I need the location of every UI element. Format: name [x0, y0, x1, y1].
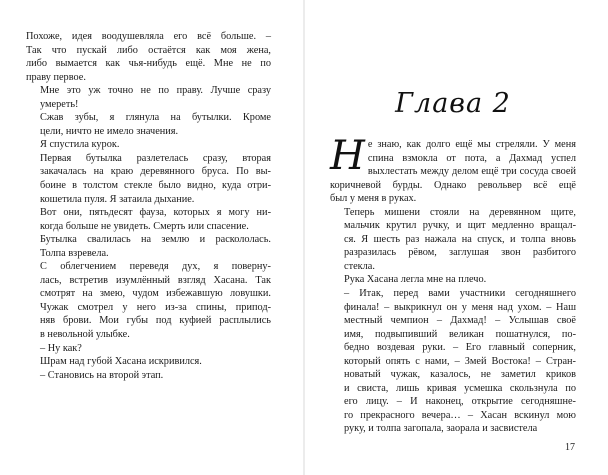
text-line: няв брови. Мои губы под куфией расплылись: [40, 315, 271, 327]
text-line: Так что пускай либо остаётся как моя жена,: [26, 44, 271, 56]
text-line: бедно воздевая руки. – Его главный соперник,: [344, 342, 576, 354]
text-line: го прекрасного вечера… – Хасан вскинул мою: [344, 409, 576, 421]
text-line: – Становись на второй этап.: [40, 369, 164, 381]
text-line: кошетила пуля. Я затаила дыхание.: [40, 193, 195, 205]
text-line: праву первое.: [26, 71, 86, 83]
right-page-text: [330, 133, 576, 436]
text-line: лась, встретив изумлённый взгляд Хасана. Так: [40, 274, 271, 286]
text-line: цели, ничто не имело значения.: [40, 125, 179, 137]
text-line: местный чемпион – Дахмад! – Услышав своё: [344, 315, 576, 327]
text-line: Я спустила курок.: [40, 139, 120, 151]
text-line: мальчик крутил ручку, и щит медленно вращал-: [344, 220, 576, 232]
paragraph: [330, 133, 576, 206]
text-line: боине в толстом стекле было видно, куда отри-: [40, 180, 271, 192]
text-line: новатый чужак, казалось, не заметил криков: [344, 369, 576, 381]
text-line: коричневой бурды. Однако револьвер всё ещё: [330, 179, 576, 191]
paragraph: [330, 273, 576, 287]
text-line: – Ну как?: [40, 342, 82, 354]
chapter-title: Глава 2: [395, 88, 511, 119]
page-number: 17: [565, 442, 575, 453]
text-line: спина взмокла от пота, а Дахмад успел: [367, 152, 576, 164]
text-line: когда больше не увидеть. Смерть или спасение.: [40, 220, 249, 232]
paragraph: [26, 260, 271, 341]
text-line: и свиста, лишь кривая усмешка скользнула по: [344, 382, 576, 394]
paragraph: [26, 84, 271, 111]
paragraph: [26, 233, 271, 260]
paragraph: [26, 111, 271, 138]
text-line: Бутылка свалилась на землю и раскололась.: [40, 234, 271, 246]
text-line: С облегчением переведя дух, я поверну-: [40, 261, 271, 273]
text-line: Мне это уж точно не по праву. Лучше сразу: [40, 85, 271, 97]
page-gutter: [303, 0, 305, 475]
text-line: в невольной улыбке.: [40, 329, 130, 341]
text-line: Теперь мишени стояли на деревянном щите,: [344, 206, 576, 218]
text-line: был у меня в руках.: [330, 193, 417, 205]
text-line: е знаю, как долго ещё мы стреляли. У меня: [367, 139, 576, 150]
paragraph: [330, 206, 576, 274]
text-line: разразилась рёвом, заглушая звон разбитого: [344, 247, 576, 259]
text-line: стекла.: [344, 260, 375, 272]
text-line: Толпа взревела.: [40, 247, 109, 259]
text-line: закачалась на краю деревянного бруса. По вы-: [40, 166, 271, 178]
paragraph: [26, 30, 271, 84]
paragraph: [26, 206, 271, 233]
text-line: либо вымается как чья-нибудь ещё. Мне не по: [26, 58, 271, 70]
text-line: – Итак, перед вами участники сегодняшнего: [344, 288, 576, 300]
drop-cap: Н: [330, 133, 365, 179]
text-line: который опять с нами, – Змей Востока! – Стран-: [344, 355, 576, 367]
paragraph: [330, 287, 576, 436]
text-line: имя, подвыпивший великан пошатнулся, по-: [344, 328, 576, 340]
text-line: Чужак смотрел у него из-за спины, припод-: [40, 301, 271, 313]
text-line: Вот они, пятьдесят фауза, которых я могу ни-: [40, 207, 271, 219]
paragraph: [26, 138, 271, 152]
text-line: смотрят на змею, чудом избежавшую ловушки.: [40, 288, 271, 300]
text-line: Шрам над губой Хасана искривился.: [40, 356, 202, 368]
text-line: выхлестать между делом ещё три сосуда своей: [367, 166, 576, 178]
text-line: руку, и толпа загопала, заорала и засвистела: [344, 423, 538, 435]
text-line: умереть!: [40, 98, 79, 110]
paragraph: [26, 355, 271, 369]
text-line: его лицу. – И наконец, открытие сегодняшне-: [344, 396, 576, 408]
text-line: Похоже, идея воодушевляла его всё больше. –: [26, 31, 271, 42]
paragraph: [26, 152, 271, 206]
text-line: Первая бутылка разлетелась сразу, вторая: [40, 152, 271, 164]
paragraph: [26, 369, 271, 383]
paragraph: [26, 342, 271, 356]
text-line: Рука Хасана легла мне на плечо.: [344, 274, 487, 286]
text-line: Сжав зубы, я глянула на бутылки. Кроме: [40, 112, 271, 124]
text-line: ся. Я шесть раз нажала на спуск, и толпа вновь: [344, 233, 576, 245]
left-page-text: [26, 30, 271, 382]
text-line: финала! – выкрикнул он у меня над ухом. – Наш: [344, 301, 576, 313]
